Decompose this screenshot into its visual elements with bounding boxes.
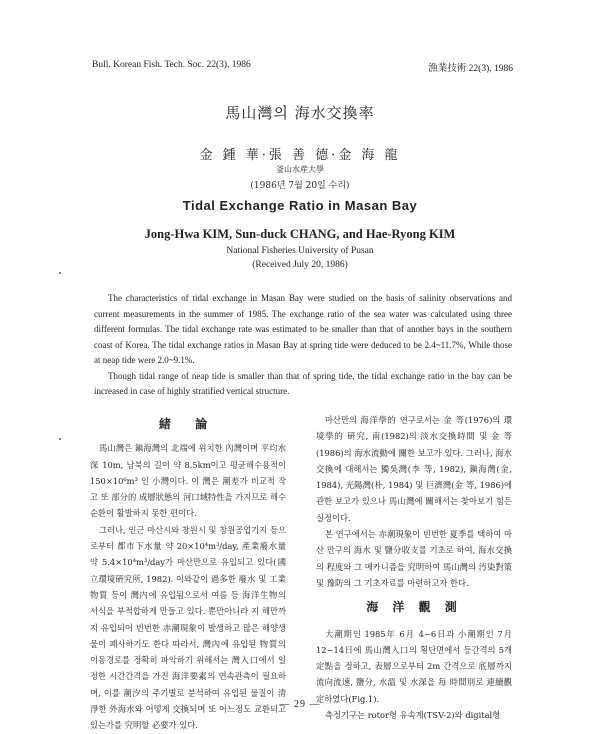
authors-korean: 金 鍾 華·張 善 德·金 海 龍 [199, 148, 401, 163]
received-date-english: (Received July 20, 1986) [252, 260, 348, 270]
right-column [316, 412, 512, 723]
abstract [94, 291, 512, 400]
body-paragraph: 마산만의 海洋學的 연구로서는 金 等(1976)의 環境學的 硏究, 南(1982)의 淡水交換時間 및 金 等(1986)의 海水流動에 關한 보고가 있다. 그러나, 海水交換에 대해서는 獨吳灣(李 等, 1982), 鎭海灣(金, 1984), 光陽灣(朴, 1984) 및 巨濟灣(金 等, 1986)에 관한 보고가 있으나 馬山灣에 關해서는 찾아보기 힘든 실정이다. [316, 415, 512, 523]
authors-english: Jong-Hwa KIM, Sun-duck CHANG, and Hae-Ryong KIM [144, 227, 456, 241]
scan-speck [59, 438, 61, 440]
journal-header-right: 漁業技術 22(3), 1986 [428, 64, 513, 74]
body-paragraph: 본 연구에서는 赤潮現象이 빈번한 夏季를 택하여 마산 만구의 海水 및 鹽分收支를 기초로 하여, 海水交換의 程度와 그 메카니즘을 究明하여 馬山灣의 汚染對策 및 豫防의 그 기초자료를 마련하고자 한다. [316, 529, 512, 588]
body-paragraph: 측정기구는 rotor형 유속계(TSV-2)와 digital형 [325, 710, 501, 721]
received-date-korean: (1986년 7월 20일 수리) [250, 181, 350, 191]
journal-header-left: Bull. Korean Fish. Tech. Soc. 22(3), 1986 [92, 60, 251, 70]
title-english: Tidal Exchange Ratio in Masan Bay [182, 198, 418, 213]
section-heading-observation: 海 洋 觀 測 [366, 600, 462, 615]
abstract-paragraph: The characteristics of tidal exchange in Masan Bay were studied on the basis of salinity observations and current measurements in the summer of 1985. The exchange ratio of the sea water was calculated using three different formulas. The tidal exchange rate was estimated to be smaller than that of another bays in the southern coast of Korea. The tidal exchange ratios in Masan Bay at spring tide were deduced to be 2.4~11.7%, While those at neap tide were 2.0~9.1%. [94, 293, 512, 365]
abstract-paragraph: Though tidal range of neap tide is smaller than that of spring tide, the tidal exchange ratio in the bay can be increased in case of highly stratified vertical structure. [94, 370, 512, 396]
page-number: — 29 — [279, 699, 321, 710]
affiliation-korean: 釜山水産大學 [276, 165, 324, 174]
body-paragraph: 大潮期인 1985年 6月 4~6日과 小潮期인 7月 12~14日에 馬山灣入口의 횡단면에서 등간격의 5개 定點을 정하고, 表層으로부터 2m 간격으로 底層까지 流向流速, 鹽分, 水溫 및 水深을 每 時間別로 連續觀定하였다(Fig.1). [316, 628, 512, 704]
section-heading-introduction: 緒 論 [158, 417, 218, 431]
left-column [90, 412, 286, 734]
title-korean: 馬山灣의 海水交換率 [225, 104, 375, 122]
scan-speck [59, 272, 61, 274]
body-paragraph: 그러나, 인근 마산시와 창원시 및 창원공업기지 등으로부터 都市下水量 약 20×10⁴m³/day, 產業廢水量 약 5.4×10⁴m³/day가 마산만으로 유입되고 있다(國立環境硏究所, 1982). 이와같이 過多한 廢水 및 工業物質 등이 灣内에 유입됨으로서 여름 등 海洋生物의 서식을 부적합하게 만들고 있다. 뿐만아니라 지 해만까지 유입되어 빈번한 赤潮現象이 발생하고 많은 해양생물이 폐사하기도 한다 따라서, 灣內에 유입된 物質의 이동경로를 정확히 파악하기 위해서는 灣入口에서 일정한 시간간격을 가진 海洋要素의 연속관측이 필요하며, 이를 潮汐의 주기별로 분석하여 유입된 물질이 淸淨한 外海水와 어떻게 交換되며 또 어느정도 교환되고 있는가를 究明할 必要가 있다. [90, 524, 286, 731]
body-paragraph: 馬山灣은 鎭海灣의 北端에 위치한 內灣이며 平均水深 10m, 남북의 길이 약 8.5km이고 평균해수용적이 150×10⁶m³ 인 小灣이다. 이 灣은 潮差가 비교적 작고 또 部分的 成層狀態의 河口域特性을 가지므로 해수순환이 활발하지 못한 편이다. [90, 443, 286, 519]
affiliation-english: National Fisheries University of Pusan [226, 246, 374, 256]
